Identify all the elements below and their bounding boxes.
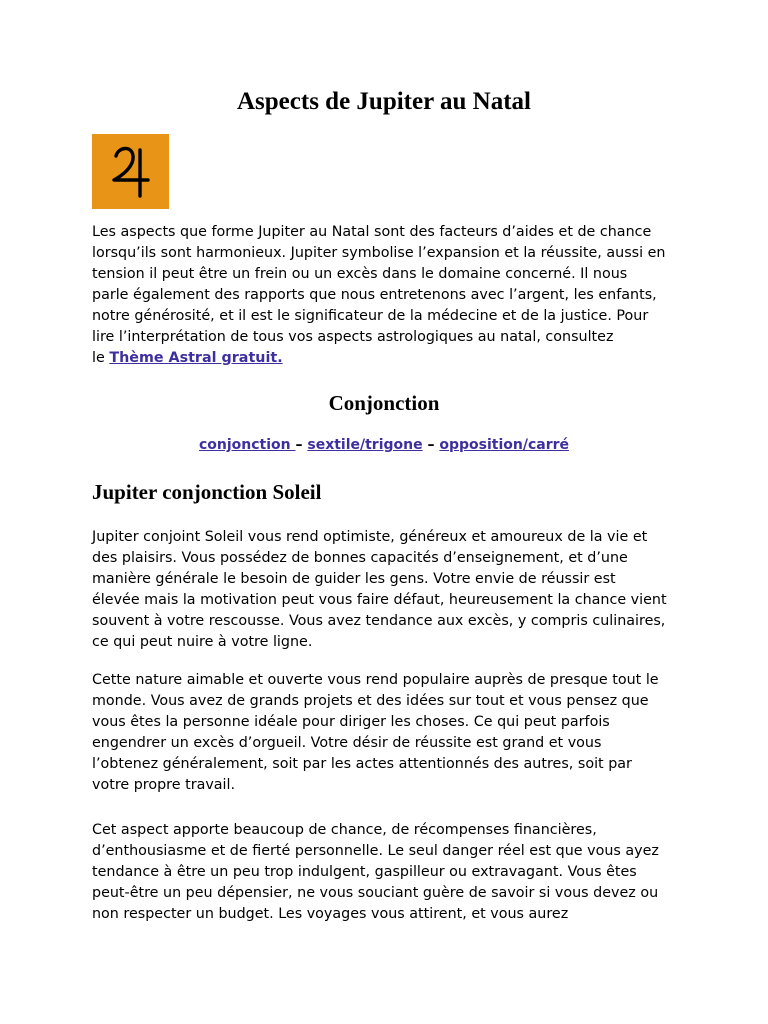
intro-text: Les aspects que forme Jupiter au Natal sont des facteurs d’aides et de chance lorsqu’ils sont harmonieux. Jupiter symbolise l’expansion et la réussite, aussi en tension il peut être un frein ou un excès dans le domaine concerné. Il nous parle également des rapports que nous entretenons avec l’argent, les enfants, notre générosité, et il est le significateur de la médecine et de la justice. Pour lire l’interprétation de tous vos aspects astrologiques au natal, consultez le: [92, 224, 666, 366]
nav-link-conjonction[interactable]: conjonction: [198, 437, 296, 453]
body-paragraph-2: Cette nature aimable et ouverte vous rend populaire auprès de presque tout le monde. Vous avez de grands projets et des idées sur tout et vous pensez que vous êtes la personne idéale pour diriger les choses. Ce qui peut parfois engendrer un excès d’orgueil. Votre désir de réussite est grand et vous l’obtenez généralement, soit par les actes attentionnés des autres, soit par votre propre travail.: [92, 672, 659, 793]
nav-link-opposition-carre[interactable]: opposition/carré: [439, 437, 570, 453]
nav-link-sextile-trigone[interactable]: sextile/trigone: [307, 437, 423, 453]
body-paragraph-1: Jupiter conjoint Soleil vous rend optimiste, généreux et amoureux de la vie et des plaisirs. Vous possédez de bonnes capacités d’enseignement, et d’une manière générale le besoin de guider les gens. Votre envie de réussir est élevée mais la motivation peut vous faire défaut, heureusement la chance vient souvent à votre rescousse. Vous avez tendance aux excès, y compris culinaires, ce qui peut nuire à votre ligne.: [92, 529, 667, 650]
nav-separator: –: [422, 437, 440, 453]
page-title: Aspects de Jupiter au Natal: [237, 88, 531, 115]
theme-astral-link[interactable]: Thème Astral gratuit.: [109, 350, 283, 366]
nav-separator: –: [295, 437, 308, 453]
intro-paragraph: [92, 222, 692, 369]
jupiter-icon: [92, 134, 169, 209]
subheading: Jupiter conjonction Soleil: [92, 480, 322, 504]
body-paragraph-3: Cet aspect apporte beaucoup de chance, de récompenses financières, d’enthousiasme et de fierté personnelle. Le seul danger réel est que vous ayez tendance à être un peu trop indulgent, gaspilleur ou extravagant. Vous êtes peut-être un peu dépensier, ne vous souciant guère de savoir si vous devez ou non respecter un budget. Les voyages vous attirent, et vous aurez: [92, 822, 659, 922]
aspect-nav: [0, 437, 768, 453]
section-heading: Conjonction: [328, 391, 440, 415]
